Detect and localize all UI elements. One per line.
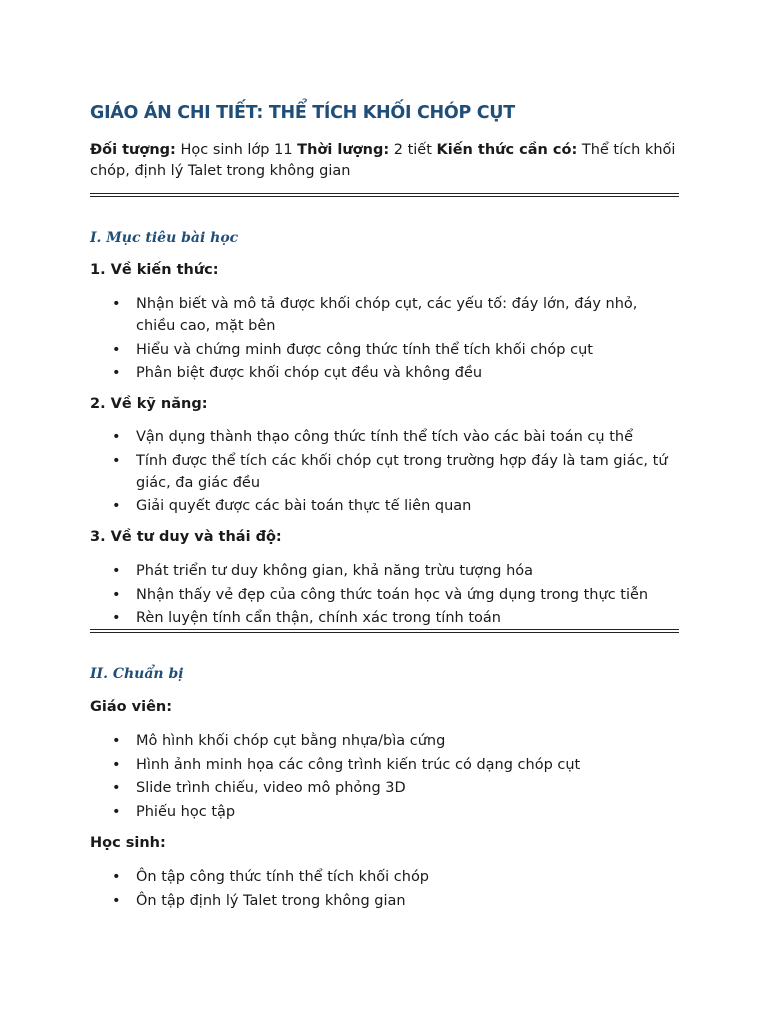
teacher-list bbox=[90, 730, 670, 824]
knowledge-list bbox=[90, 293, 670, 386]
list-item: • Phát triển tư duy không gian, khả năng trừu tượng hóa bbox=[90, 560, 670, 582]
list-item: • Phiếu học tập bbox=[90, 801, 670, 823]
prereq-label: Kiến thức cần có: bbox=[436, 142, 578, 158]
duration-label: Thời lượng: bbox=[297, 142, 390, 158]
lesson-meta bbox=[90, 140, 678, 182]
list-item: • Nhận thấy vẻ đẹp của công thức toán học và ứng dụng trong thực tiễn bbox=[90, 584, 670, 606]
list-item: • Rèn luyện tính cẩn thận, chính xác trong tính toán bbox=[90, 607, 670, 629]
list-item: • Nhận biết và mô tả được khối chóp cụt, các yếu tố: đáy lớn, đáy nhỏ, chiều cao, mặt bên bbox=[90, 293, 670, 337]
list-item: • Hình ảnh minh họa các công trình kiến trúc có dạng chóp cụt bbox=[90, 754, 670, 776]
list-item: • Ôn tập công thức tính thể tích khối chóp bbox=[90, 866, 670, 888]
subheading-skills: 2. Về kỹ năng: bbox=[90, 396, 208, 412]
list-item: • Slide trình chiếu, video mô phỏng 3D bbox=[90, 777, 670, 799]
list-item: • Tính được thể tích các khối chóp cụt trong trường hợp đáy là tam giác, tứ giác, đa giác đều bbox=[90, 450, 670, 494]
subheading-attitude: 3. Về tư duy và thái độ: bbox=[90, 529, 282, 545]
attitude-list bbox=[90, 560, 670, 631]
list-item: • Hiểu và chứng minh được công thức tính thể tích khối chóp cụt bbox=[90, 339, 670, 361]
skills-list bbox=[90, 426, 670, 519]
target-value: Học sinh lớp 11 bbox=[175, 142, 298, 158]
duration-value: 2 tiết bbox=[389, 142, 437, 158]
page-title: GIÁO ÁN CHI TIẾT: THỂ TÍCH KHỐI CHÓP CỤT bbox=[90, 103, 515, 123]
subheading-teacher: Giáo viên: bbox=[90, 699, 173, 715]
divider-top bbox=[90, 193, 679, 197]
subheading-student: Học sinh: bbox=[90, 835, 166, 851]
list-item: • Vận dụng thành thạo công thức tính thể tích vào các bài toán cụ thể bbox=[90, 426, 670, 448]
list-item: • Mô hình khối chóp cụt bằng nhựa/bìa cứng bbox=[90, 730, 670, 752]
section-heading-preparation: II. Chuẩn bị bbox=[90, 666, 184, 682]
subheading-knowledge: 1. Về kiến thức: bbox=[90, 262, 219, 278]
list-item: • Phân biệt được khối chóp cụt đều và không đều bbox=[90, 362, 670, 384]
list-item: • Ôn tập định lý Talet trong không gian bbox=[90, 890, 670, 912]
student-list bbox=[90, 866, 670, 913]
list-item: • Giải quyết được các bài toán thực tế liên quan bbox=[90, 495, 670, 517]
prereq-value: Thể tích khối chóp, định lý Talet trong không gian bbox=[90, 142, 676, 179]
target-label: Đối tượng: bbox=[90, 142, 176, 158]
divider-middle bbox=[90, 629, 679, 633]
section-heading-objectives: I. Mục tiêu bài học bbox=[90, 230, 239, 246]
